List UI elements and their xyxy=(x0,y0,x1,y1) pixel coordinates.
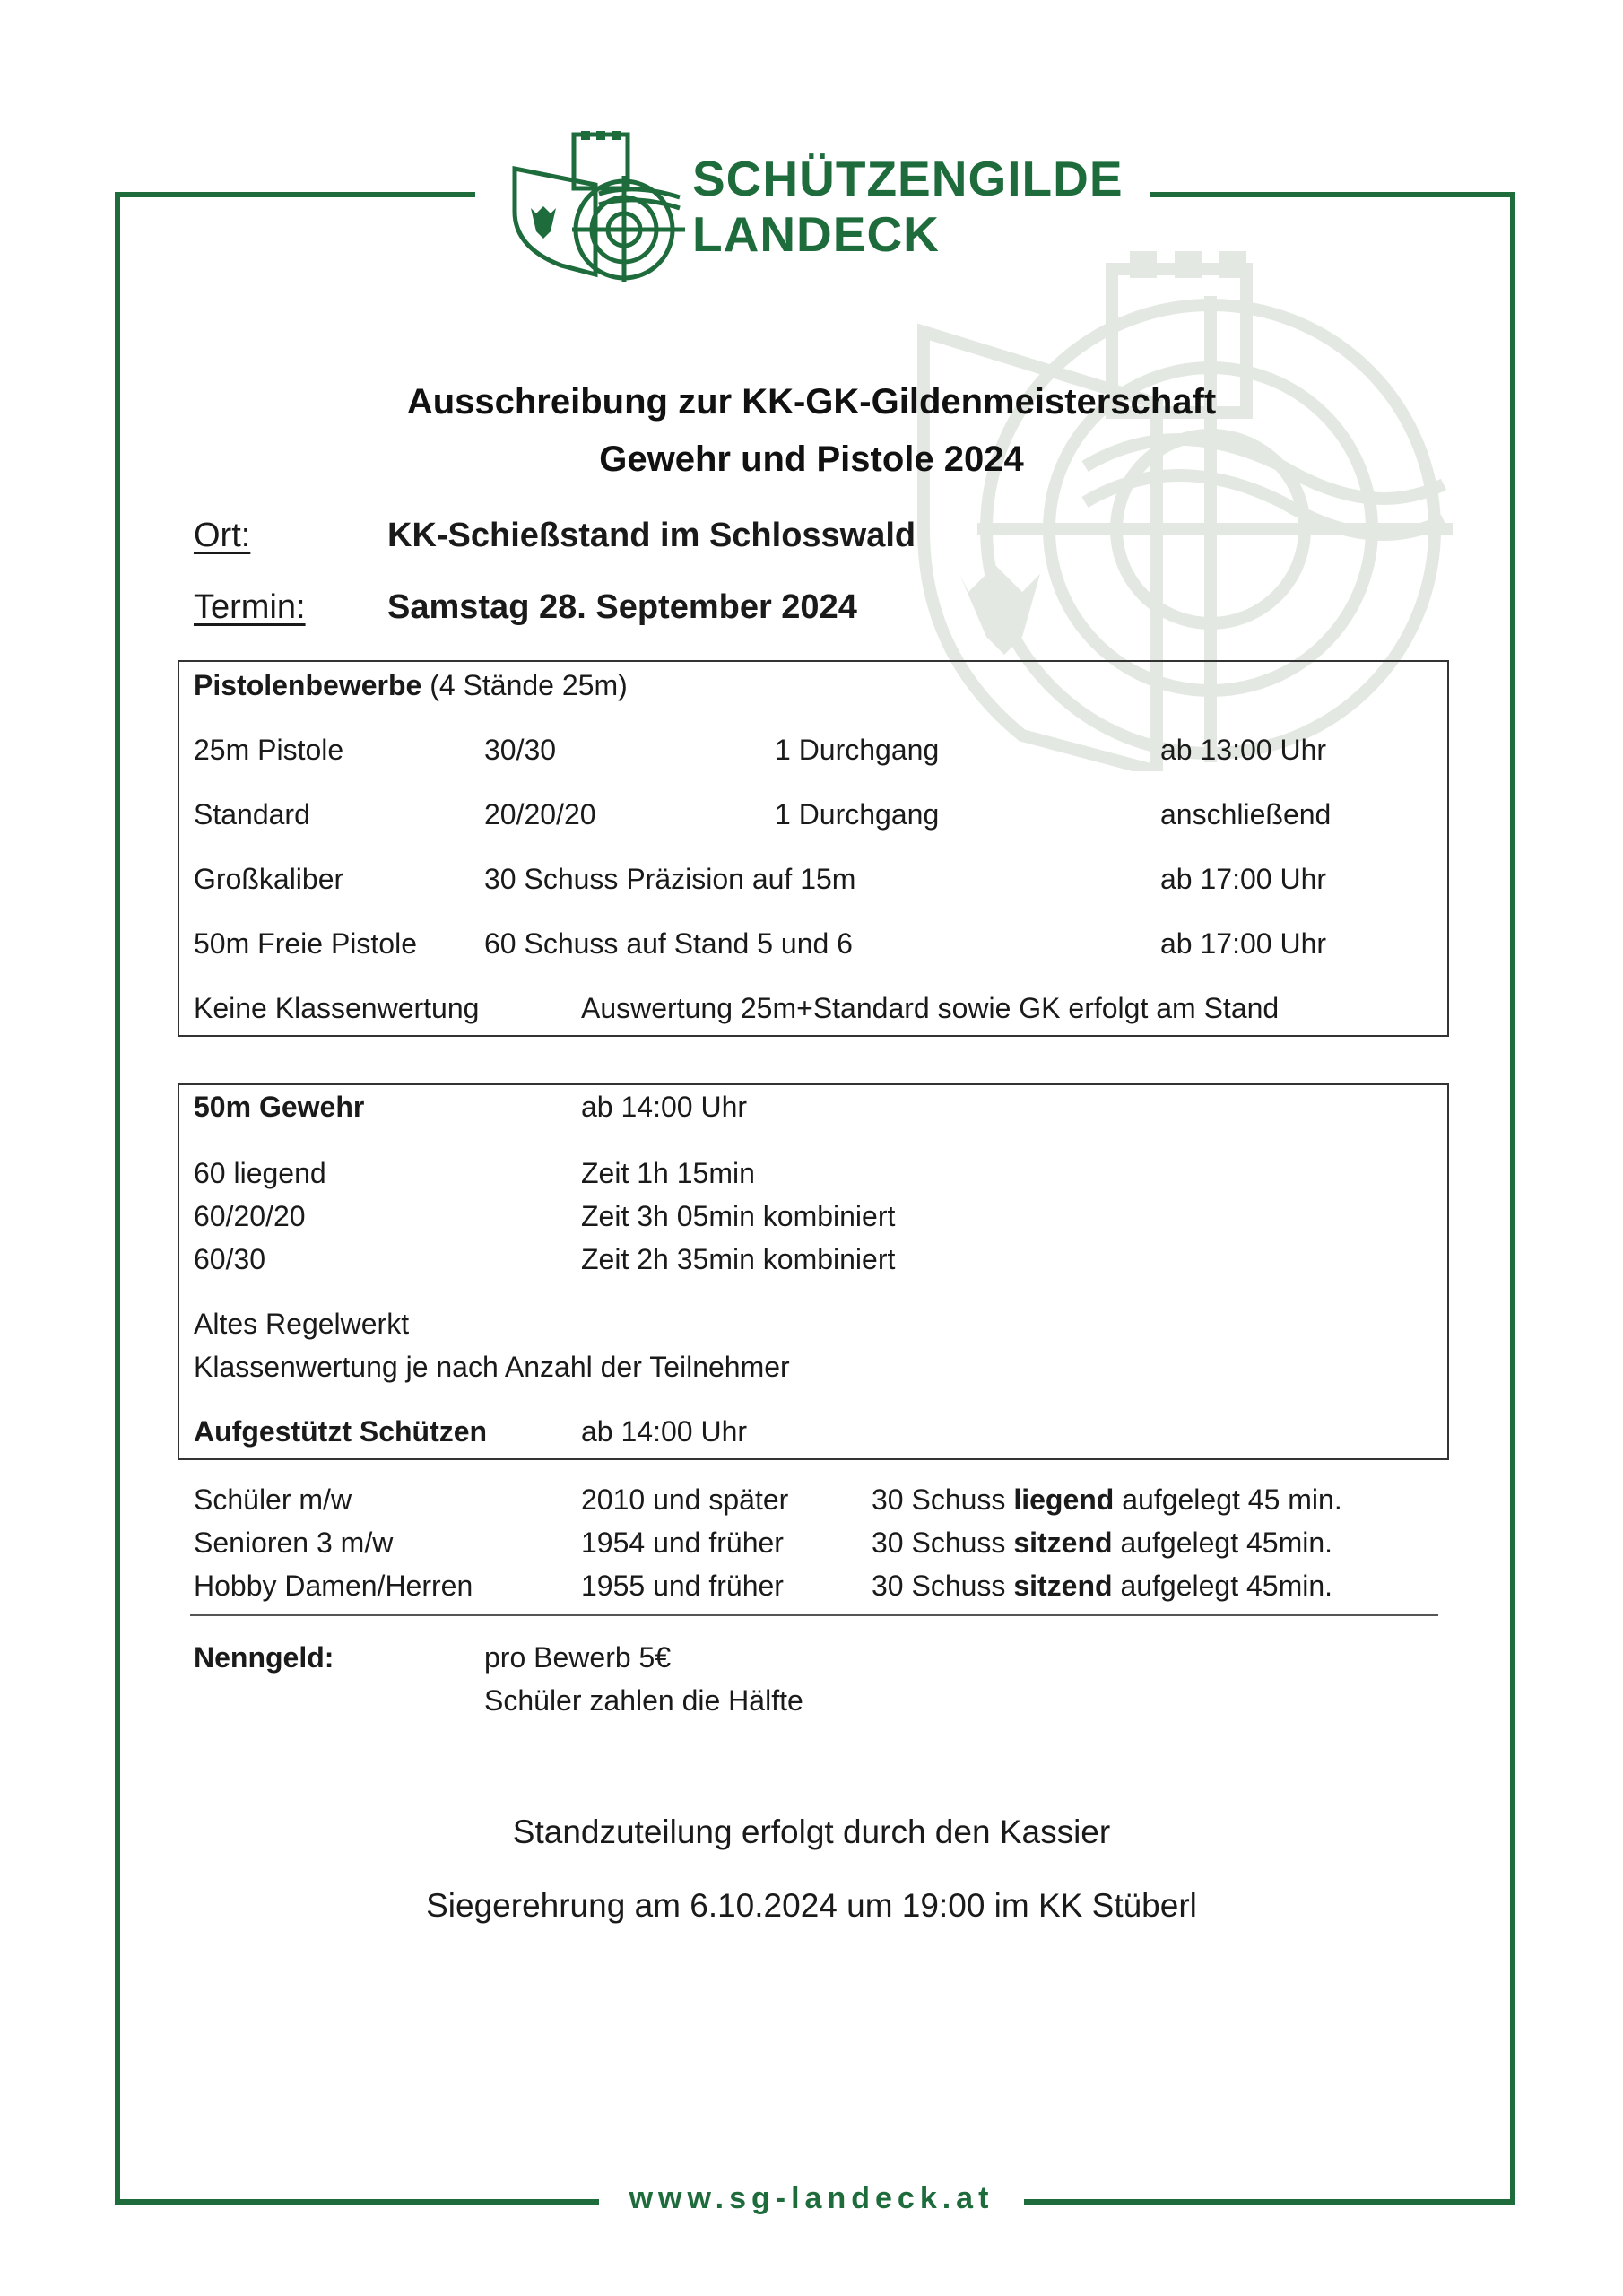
rifle-heading: 50m Gewehr xyxy=(194,1091,365,1123)
pistol-row-name: Standard xyxy=(194,798,310,831)
class-rules-post: aufgelegt 45min. xyxy=(1112,1526,1333,1559)
class-rules xyxy=(872,1483,1342,1517)
award-ceremony-note: Siegerehrung am 6.10.2024 um 19:00 im KK Stüberl xyxy=(426,1887,1197,1924)
class-name: Schüler m/w xyxy=(194,1483,352,1516)
club-logo-icon xyxy=(509,131,689,283)
rifle-row-time: Zeit 1h 15min xyxy=(581,1157,755,1189)
class-rules-pre: 30 Schuss xyxy=(872,1526,1014,1559)
class-years: 2010 und später xyxy=(581,1483,789,1516)
website-link[interactable]: www.sg-landeck.at xyxy=(629,2181,994,2215)
club-name-logo xyxy=(692,151,1124,262)
rifle-row-name: 60/30 xyxy=(194,1243,266,1275)
pistol-row-time: anschließend xyxy=(1160,798,1332,831)
rifle-note-2: Klassenwertung je nach Anzahl der Teilnehmer xyxy=(194,1351,790,1383)
class-rules-post: aufgelegt 45 min. xyxy=(1114,1483,1342,1516)
class-position: liegend xyxy=(1013,1483,1115,1516)
rifle-heading-time: ab 14:00 Uhr xyxy=(581,1091,748,1123)
termin-label: Termin: xyxy=(194,588,306,626)
class-years: 1954 und früher xyxy=(581,1526,784,1559)
ort-label: Ort: xyxy=(194,517,251,554)
pistol-row-detail: 30 Schuss Präzision auf 15m xyxy=(484,863,856,895)
pistol-competitions-box xyxy=(178,660,1449,1037)
pistol-heading-note: (4 Stände 25m) xyxy=(421,669,628,701)
rifle-row-name: 60 liegend xyxy=(194,1157,326,1189)
pistol-row-rounds: 1 Durchgang xyxy=(775,734,940,766)
pistol-row-detail: 20/20/20 xyxy=(484,798,596,831)
pistol-row-name: 50m Freie Pistole xyxy=(194,927,417,960)
rifle-row-time: Zeit 2h 35min kombiniert xyxy=(581,1243,896,1275)
pistol-note-right: Auswertung 25m+Standard sowie GK erfolgt am Stand xyxy=(581,992,1280,1024)
termin-value: Samstag 28. September 2024 xyxy=(387,588,857,626)
support-heading: Aufgestützt Schützen xyxy=(194,1415,488,1448)
pistol-row-detail: 60 Schuss auf Stand 5 und 6 xyxy=(484,927,853,960)
class-position: sitzend xyxy=(1013,1526,1113,1559)
class-name: Hobby Damen/Herren xyxy=(194,1570,473,1602)
rifle-row-time: Zeit 3h 05min kombiniert xyxy=(581,1200,896,1232)
rifle-note-1: Altes Regelwerkt xyxy=(194,1308,410,1340)
pistol-note-left: Keine Klassenwertung xyxy=(194,992,480,1024)
title-line-1: Ausschreibung zur KK-GK-Gildenmeisterschaft xyxy=(406,382,1217,422)
support-heading-time: ab 14:00 Uhr xyxy=(581,1415,748,1448)
pistol-row-name: Großkaliber xyxy=(194,863,344,895)
frame-top-right xyxy=(1150,192,1515,197)
logo-line-2: LANDECK xyxy=(692,206,940,262)
fee-label: Nenngeld: xyxy=(194,1641,334,1674)
fee-line-2: Schüler zahlen die Hälfte xyxy=(484,1684,803,1717)
class-rules-pre: 30 Schuss xyxy=(872,1483,1014,1516)
class-years: 1955 und früher xyxy=(581,1570,784,1602)
class-rules-pre: 30 Schuss xyxy=(872,1570,1014,1602)
logo-line-1: SCHÜTZENGILDE xyxy=(692,151,1124,206)
rifle-row-name: 60/20/20 xyxy=(194,1200,306,1232)
pistol-row-time: ab 17:00 Uhr xyxy=(1160,863,1327,895)
stand-allocation-note: Standzuteilung erfolgt durch den Kassier xyxy=(512,1813,1111,1850)
class-rules xyxy=(872,1526,1332,1560)
ort-value: KK-Schießstand im Schlosswald xyxy=(387,517,916,554)
fee-line-1: pro Bewerb 5€ xyxy=(484,1641,672,1674)
title-line-2: Gewehr und Pistole 2024 xyxy=(599,439,1024,479)
pistol-row-name: 25m Pistole xyxy=(194,734,344,766)
frame-top-left xyxy=(115,192,475,197)
pistol-row-time: ab 13:00 Uhr xyxy=(1160,734,1327,766)
pistol-row-time: ab 17:00 Uhr xyxy=(1160,927,1327,960)
class-rules xyxy=(872,1570,1332,1603)
pistol-heading xyxy=(194,669,628,702)
pistol-row-rounds: 1 Durchgang xyxy=(775,798,940,831)
class-rules-post: aufgelegt 45min. xyxy=(1112,1570,1333,1602)
class-position: sitzend xyxy=(1013,1570,1113,1602)
pistol-heading-title: Pistolenbewerbe xyxy=(194,669,422,701)
divider xyxy=(190,1614,1438,1616)
class-name: Senioren 3 m/w xyxy=(194,1526,394,1559)
pistol-row-detail: 30/30 xyxy=(484,734,557,766)
